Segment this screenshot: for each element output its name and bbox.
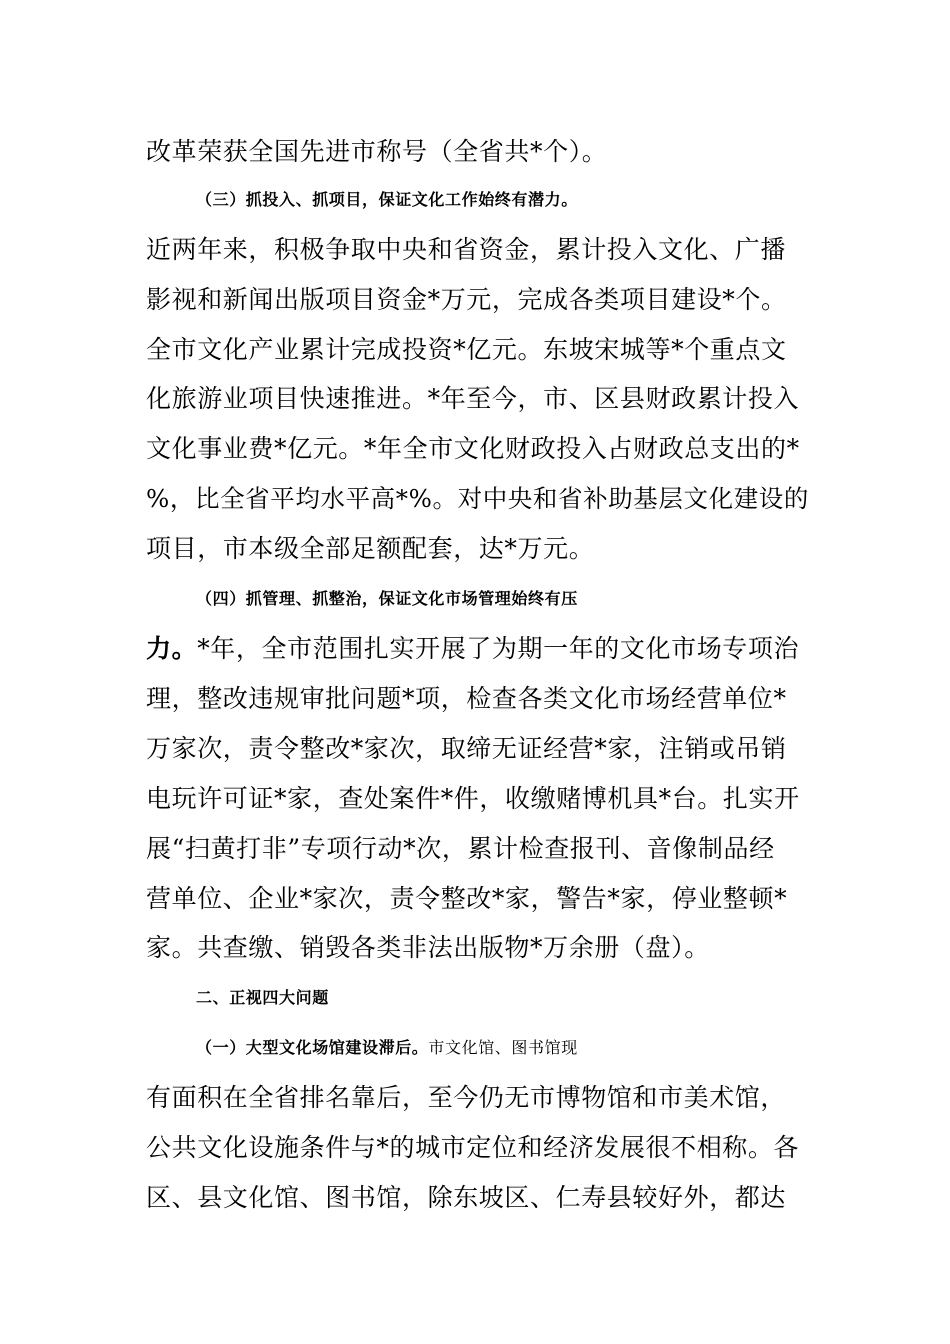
body-text-line [146, 1183, 816, 1213]
body-text-line [146, 484, 816, 514]
line-text: 近两年来，积极争取中央和省资金，累计投入文化、广播 [146, 235, 787, 264]
section-heading-1 [196, 1033, 866, 1063]
line-text: 项目，市本级全部足额配套，达*万元。 [146, 534, 595, 563]
line-text: 有面积在全省排名靠后，至今仍无市博物馆和市美术馆， [146, 1083, 787, 1112]
line-text: 公共文化设施条件与*的城市定位和经济发展很不相称。各 [146, 1133, 800, 1162]
body-text-line [146, 684, 816, 714]
line-text: 万家次，责令整改*家次，取缔无证经营*家，注销或吊销 [146, 734, 787, 763]
line-text: 理，整改违规审批问题*项，检查各类文化市场经营单位* [146, 684, 787, 713]
heading-text: 二、正视四大问题 [196, 988, 329, 1007]
body-text-line [146, 1133, 816, 1163]
line-text: 区、县文化馆、图书馆，除东坡区、仁寿县较好外，都达 [146, 1183, 787, 1212]
body-text-line [146, 235, 816, 265]
body-text-line [146, 534, 816, 564]
body-text-line [146, 933, 816, 963]
line-text: 家。共查缴、销毁各类非法出版物*万余册（盘）。 [146, 933, 710, 962]
line-text: 展“扫黄打非”专项行动*次，累计检查报刊、音像制品经 [146, 834, 775, 863]
line-text: *年，全市范围扎实开展了为期一年的文化市场专项治 [197, 634, 800, 663]
body-text-line [146, 137, 816, 167]
line-text: 影视和新闻出版项目资金*万元，完成各类项目建设*个。 [146, 285, 787, 314]
line-text: 市文化馆、图书馆现 [428, 1038, 578, 1057]
line-text: 化旅游业项目快速推进。*年至今，市、区县财政累计投入 [146, 384, 800, 413]
body-text-line [146, 884, 816, 914]
line-text: 电玩许可证*家，查处案件*件，收缴赌博机具*台。扎实开 [146, 784, 800, 813]
body-text-line [146, 634, 816, 664]
heading-text: （四）抓管理、抓整治，保证文化市场管理始终有压 [196, 589, 578, 608]
heading-text: 力。 [146, 634, 198, 663]
section-heading-3 [196, 185, 866, 215]
body-text-line [146, 784, 816, 814]
line-text: 营单位、企业*家次，责令整改*家，警告*家，停业整顿* [146, 884, 788, 913]
body-text-line [146, 434, 816, 464]
body-text-line [146, 834, 816, 864]
line-text: 改革荣获全国先进市称号（全省共*个）。 [146, 137, 608, 166]
section-heading-4 [196, 584, 866, 614]
heading-text: （三）抓投入、抓项目，保证文化工作始终有潜力。 [196, 190, 578, 209]
body-text-line [146, 384, 816, 414]
body-text-line [146, 1083, 816, 1113]
line-text: %，比全省平均水平高*%。对中央和省补助基层文化建设的 [146, 484, 810, 513]
chapter-heading-2 [196, 983, 866, 1013]
line-text: 文化事业费*亿元。*年全市文化财政投入占财政总支出的* [146, 434, 800, 463]
body-text-line [146, 734, 816, 764]
line-text: 全市文化产业累计完成投资*亿元。东坡宋城等*个重点文 [146, 335, 787, 364]
body-text-line [146, 285, 816, 315]
body-text-line [146, 335, 816, 365]
heading-text: （一）大型文化场馆建设滞后。 [196, 1038, 429, 1057]
